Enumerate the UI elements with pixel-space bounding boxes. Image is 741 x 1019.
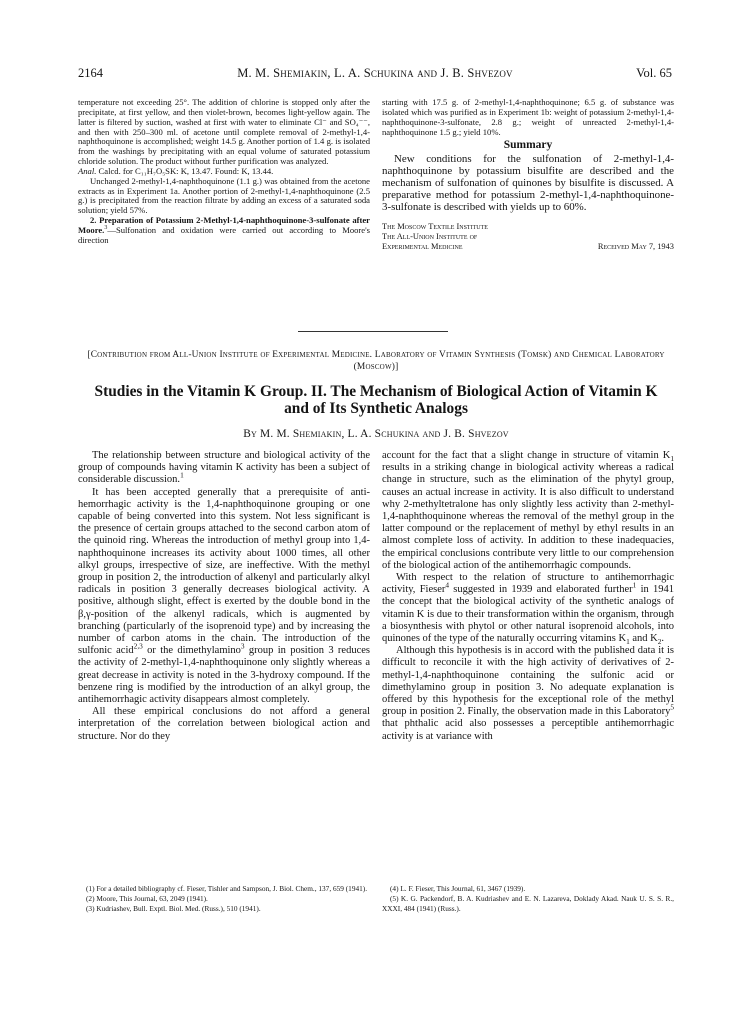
body-text: suggested in 1939 and elaborated further xyxy=(449,584,633,596)
body-text: or the dimethylamino xyxy=(142,645,241,657)
footnote: (5) K. G. Packendorf, B. A. Kudriashev and E. N. Lazareva, Doklady Akad. Nauk U. S. S. R., XXXI, 484 (1941) (Russ.). xyxy=(382,893,674,913)
article-divider xyxy=(298,331,448,332)
footnote-ref: 3 xyxy=(104,225,108,232)
page-number: 2164 xyxy=(78,66,103,80)
experiment-2-text: —Sulfonation and oxidation were carried out according to Moore's direction xyxy=(78,224,370,245)
volume-label: Vol. 65 xyxy=(636,66,672,80)
footnotes-right xyxy=(382,884,674,913)
footnote-ref: 4 xyxy=(445,580,450,590)
received-date: Received May 7, 1943 xyxy=(597,241,674,251)
experiment-2-heading: 2. Preparation of Potassium 2-Methyl-1,4-naphthoquinone-3-sulfonate after Moore. xyxy=(78,215,370,235)
running-head-authors: M. M. Shemiakin, L. A. Schukina and J. B. Shvezov xyxy=(237,66,513,80)
experiment-2-paragraph xyxy=(78,216,370,246)
body-text: that phthalic acid also possesses a perceptible antihemorrhagic activity is at variance with xyxy=(382,718,674,742)
body-text: in 1941 the concept that the biological activity of the synthetic analogs of vitamin K is due to their transformation within the organism, through a biosynthesis with phytol or other natural isoprenoid alcohols, into quinones of the type of the naturally occurring vitamins K xyxy=(382,584,675,645)
institute-line: The All-Union Institute of xyxy=(382,231,478,241)
footnotes-left xyxy=(78,884,370,913)
byline: By M. M. Shemiakin, L. A. Schukina and J. B. Shvezov xyxy=(243,428,509,440)
body-text: It has been accepted generally that a prerequisite of anti-hemorrhagic activity is the 1,4-naphthoquinone grouping or one capable of being converted into this system. Not less significant is the presence of certain groups attached to the second carbon atom of the quinoid ring. Whereas the introduction of methyl group into 1,4-naphthoquinone increases its activity about 1000 times, all other alkyl groups, irrespective of size, are ineffective. With the methyl group in position 2, the introduction of alkenyl and particularly alkyl radicals in position 3 generally decreases biological activity. A positive, although slight, effect is exerted by the double bond in the β,γ-position of the alkenyl radicals, which is augmented by branching (particularly of the isoprenoid type) and by increasing the number of carbon atoms in the chain. The introduction of the sulfonic acid xyxy=(78,486,370,657)
body-text: Although this hypothesis is in accord with the published data it is difficult to reconcile it with the high activity of derivatives of 2-methyl-1,4-naphthoquinone containing the sulfonic acid or dimethylamino group in position 3. No adequate explanation is offered by this hypothesis for the exceptional role of the methyl group in position 2. Finally, the observation made in this Laboratory xyxy=(382,645,674,718)
summary-text: New conditions for the sulfonation of 2-methyl-1,4-naphthoquinone by potassium bisulfite are described and the mechanism of sulfonation of quinones by bisulfite is discussed. A preparative method for potassium 2-methyl-1,4-naphthoquinone-3-sulfonate is described with yields up to 60%. xyxy=(382,153,674,213)
footnote-ref: 1 xyxy=(180,470,184,480)
subscript: 1 xyxy=(670,454,674,464)
previous-article-right-column xyxy=(382,98,674,251)
body-text: With respect to the relation of structure to antihemorrhagic activity, Fieser xyxy=(382,572,674,596)
summary-heading: Summary xyxy=(503,139,553,152)
subscript: 1 xyxy=(626,637,630,647)
body-text: group in position 3 reduces the activity of 2-methyl-1,4-naphthoquinone only slightly whereas a great decrease in activity is noted in the 3-hydroxy compound. If the benzene ring is modified by the introduction of an alkyl group, the antihemorrhagic activity disappears almost completely. xyxy=(78,645,370,706)
institute-line: Experimental Medicine xyxy=(382,241,463,251)
body-paragraph xyxy=(78,487,370,707)
experimental-continuation: starting with 17.5 g. of 2-methyl-1,4-naphthoquinone; 6.5 g. of substance was isolated which was purified as in Experiment 1b: weight of potassium 2-methyl-1,4-naphthoquinone-3-sulfonate, 2.8 g.; weight of unreacted 2-methyl-1,4-naphthoquinone 1.5 g.; yield 10%. xyxy=(382,97,674,137)
institute-line: The Moscow Textile Institute xyxy=(382,221,488,231)
body-right-column xyxy=(382,450,674,743)
body-paragraph xyxy=(382,450,674,572)
footnote-ref: 1 xyxy=(632,580,637,590)
body-left-column xyxy=(78,450,370,743)
previous-article-left-column xyxy=(78,98,370,246)
experimental-paragraph-2: Unchanged 2-methyl-1,4-naphthoquinone (1.1 g.) was obtained from the acetone extracts as in Experiment 1a. Another portion of 2-methyl-1,4-naphthoquinone (2.5 g.) is precipitated from the reaction filtrate by adding an excess of a saturated soda solution; yield 57%. xyxy=(78,175,370,216)
subscript: 2 xyxy=(657,637,662,647)
footnote: (1) For a detailed bibliography cf. Fieser, Tishler and Sampson, J. Biol. Chem., 137, 659 (1941). xyxy=(86,884,368,893)
body-text: and K xyxy=(629,633,658,645)
body-text: account for the fact that a slight change in structure of vitamin K xyxy=(382,450,671,461)
institute-line-with-date xyxy=(382,242,674,252)
analysis-label: Anal. xyxy=(78,165,97,176)
institute-block xyxy=(382,222,674,251)
body-paragraph xyxy=(382,645,674,743)
experimental-paragraph: temperature not exceeding 25°. The addition of chlorine is stopped only after the precipitate, at first yellow, and then violet-brown, becomes light-yellow again. The latter is filtered by suction, washed at first with water to eliminate Cl⁻ and SO₄⁻⁻, and then with 250–300 ml. of acetone until complete removal of 2-methyl-1,4-naphthoquinone is accomplished; weight 14.5 g. Another portion of 1.4 g. is isolated from the washings by precipitating with an equal volume of saturated potassium chloride solution. The product without further purification was analyzed. xyxy=(78,97,370,167)
footnote-ref: 2,3 xyxy=(133,641,143,651)
footnote-ref: 3 xyxy=(240,641,245,651)
footnote: (3) Kudriashev, Bull. Exptl. Biol. Med. (Russ.), 510 (1941). xyxy=(86,903,261,913)
body-text: results in a striking change in biological activity whereas a radical change in structure, such as the elimination of the phytyl group, causes an actual increase in activity. It is also difficult to understand why 2-methyltetralone has only slightly less activity than 2-methyl-1,4-naphthoquinone whereas the removal of the methyl group in the latter compound or the replacement of methyl by ethyl results in an almost complete loss of activity. In addition to these inadequacies, the empirical conclusions contribute very little to our comprehension of the biological action of the antihemorrhagic compounds. xyxy=(382,462,674,571)
body-text: The relationship between structure and biological activity of the group of compounds having vitamin K activity has been a subject of considerable discussion. xyxy=(78,450,370,486)
footnote: (4) L. F. Fieser, This Journal, 61, 3467 (1939). xyxy=(390,884,526,893)
body-text: . xyxy=(661,633,665,645)
body-paragraph: All these empirical conclusions do not afford a general interpretation of the correlation between biological action and structure. Nor do they xyxy=(78,706,370,742)
running-head xyxy=(78,66,672,84)
analysis-text: Calcd. for C₁₁H₇O₅SK: K, 13.47. Found: K, 13.44. xyxy=(98,165,274,176)
article-title: Studies in the Vitamin K Group. II. The Mechanism of Biological Action of Vitamin K and of Its Synthetic Analogs xyxy=(94,383,658,417)
footnote-ref: 5 xyxy=(670,702,674,712)
body-paragraph xyxy=(382,572,674,645)
contribution-line: [Contribution from All-Union Institute of Experimental Medicine. Laboratory of Vitamin Synthesis (Tomsk) and Chemical Laboratory (Moscow)] xyxy=(87,350,665,372)
body-paragraph xyxy=(78,450,370,487)
footnote: (2) Moore, This Journal, 63, 2049 (1941). xyxy=(86,893,208,903)
